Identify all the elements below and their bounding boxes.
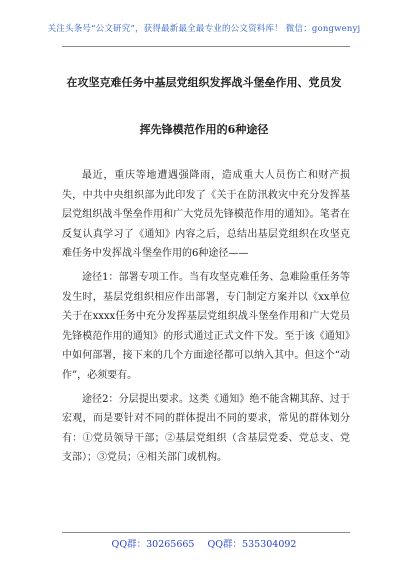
document-title-line-1: 在攻坚克难任务中基层党组织发挥战斗堡垒作用、党员发 (66, 76, 342, 89)
paragraph-approach-1: 途径1：部署专项工作。当有攻坚克难任务、急难险重任务等发生时，基层党组织相应作出部署，专门制定方案并以《xx单位关于在xxxx任务中充分发挥基层党组织战斗堡垒作用和广大党员先锋模范作用的通知》的形式通过正式文件下发。至于该《通知》中如何部署，接下来的几个方面途径都可以纳入其中。但这个“动作”，必须要有。 (62, 271, 350, 381)
paragraph-intro: 最近，重庆等地遭遇强降雨，造成重大人员伤亡和财产损失，中共中央组织部为此印发了《关于在防汛救灾中充分发挥基层党组织战斗堡垒作用和广大党员先锋模范作用的通知》。笔者在反复认真学习了《通知》内容之后，总结出基层党组织在攻坚克难任务中发挥战斗堡垒作用的6种途径—— (62, 170, 350, 260)
document-body (62, 166, 350, 472)
footer-qq-groups: QQ群：30265665 QQ群：535304092 (111, 539, 297, 550)
header-note: 关注头条号“公文研究”，获得最新最全最专业的公文资料库！ 微信：gongwenyj (47, 24, 361, 34)
document-title-line-2: 挥先锋模范作用的6种途径 (139, 123, 269, 136)
footer-divider (62, 532, 350, 533)
paragraph-approach-2: 途径2：分层提出要求。这类《通知》绝不能含糊其辞、过于宏观，而是要针对不同的群体提出不同的要求，常见的群体划分有：①党员领导干部；②基层党组织（含基层党委、党总支、党支部）；③党员；④相关部门或机构。 (62, 393, 350, 464)
header-divider (62, 46, 350, 47)
